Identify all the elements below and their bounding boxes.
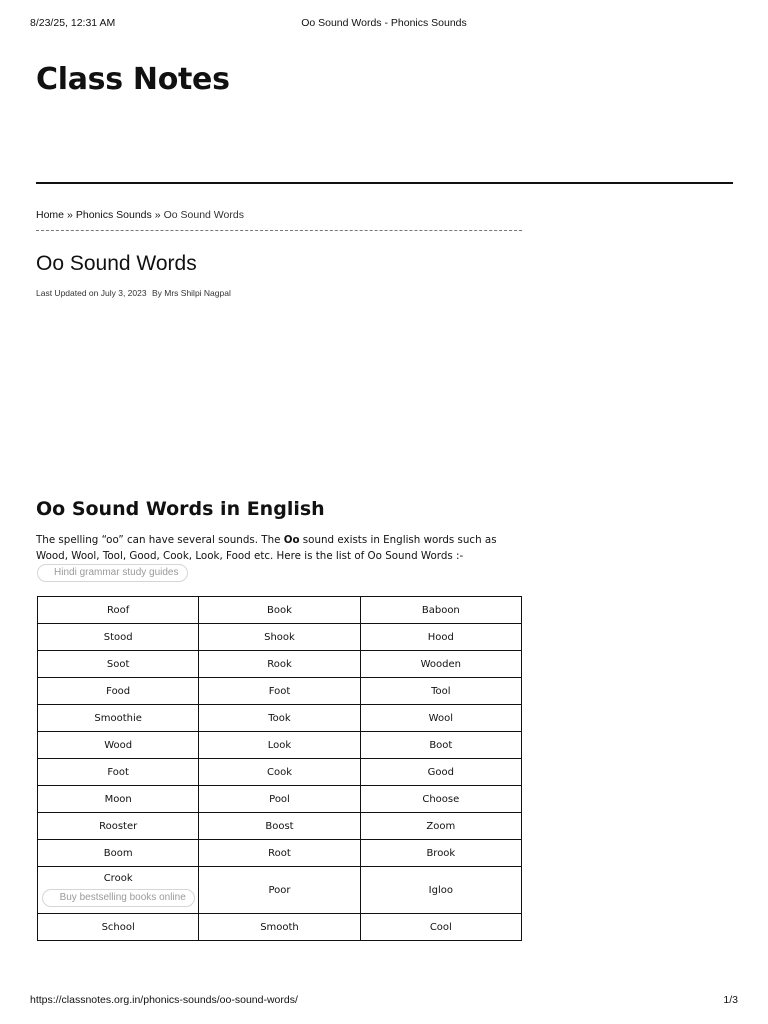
table-cell: [360, 813, 521, 840]
breadcrumb-separator: »: [154, 209, 161, 221]
table-row: [38, 867, 522, 914]
word-text: Good: [427, 766, 454, 778]
table-cell: [199, 786, 360, 813]
intro-text-before: The spelling “oo” can have several sounds. The: [36, 534, 284, 546]
table-row: [38, 914, 522, 941]
table-cell: [38, 678, 199, 705]
cell-stack: [38, 873, 198, 907]
word-text: Smooth: [260, 921, 299, 933]
word-text: Boot: [429, 739, 453, 751]
header-divider: [36, 182, 733, 184]
table-row: [38, 813, 522, 840]
table-cell: [360, 705, 521, 732]
print-date: 8/23/25, 12:31 AM: [30, 17, 116, 29]
table-cell: [360, 678, 521, 705]
word-text: Choose: [422, 793, 460, 805]
oo-words-table: [37, 596, 522, 941]
word-text: Brook: [426, 847, 456, 859]
table-row: [38, 732, 522, 759]
print-doc-title: Oo Sound Words - Phonics Sounds: [301, 17, 467, 29]
table-cell: [199, 867, 360, 914]
word-text: Zoom: [426, 820, 456, 832]
table-cell: [38, 813, 199, 840]
word-text: Rook: [267, 658, 292, 670]
author-link[interactable]: By Mrs Shilpi Nagpal: [151, 288, 231, 298]
section-heading: Oo Sound Words in English: [36, 498, 325, 520]
table-row: [38, 651, 522, 678]
table-cell: [199, 840, 360, 867]
table-cell: [38, 705, 199, 732]
breadcrumb: [36, 209, 522, 231]
word-text: Foot: [268, 685, 291, 697]
table-cell: [360, 651, 521, 678]
table-row: [38, 678, 522, 705]
table-row: [38, 840, 522, 867]
breadcrumb-home-link[interactable]: Home: [36, 209, 65, 221]
word-text: Igloo: [428, 884, 453, 896]
word-text: Moon: [104, 793, 132, 805]
table-cell: [199, 597, 360, 624]
table-cell: [38, 786, 199, 813]
word-text: Root: [268, 847, 291, 859]
word-text: Wood: [104, 739, 133, 751]
word-text: Pool: [269, 793, 290, 805]
print-page-number: 1/3: [723, 994, 738, 1006]
table-row: [38, 786, 522, 813]
print-url: https://classnotes.org.in/phonics-sounds/oo-sound-words/: [30, 994, 298, 1006]
word-text: Crook: [103, 873, 133, 884]
word-text: Rooster: [99, 820, 138, 832]
intro-paragraph: [36, 532, 526, 564]
word-text: Wool: [428, 712, 453, 724]
word-text: Baboon: [421, 604, 460, 616]
word-text: Soot: [106, 658, 130, 670]
table-cell: [38, 651, 199, 678]
word-text: Boom: [103, 847, 133, 859]
word-text: Roof: [107, 604, 130, 616]
word-text: Took: [268, 712, 291, 724]
last-updated: Last Updated on July 3, 2023: [36, 288, 147, 298]
print-footer: [30, 994, 738, 1008]
breadcrumb-current: Oo Sound Words: [163, 209, 244, 221]
table-cell: [360, 786, 521, 813]
word-text: School: [101, 921, 135, 933]
table-cell: [360, 759, 521, 786]
table-cell: [360, 624, 521, 651]
breadcrumb-phonics-link[interactable]: Phonics Sounds: [75, 209, 152, 221]
table-cell: [360, 732, 521, 759]
table-cell: [38, 597, 199, 624]
word-text: Cook: [266, 766, 292, 778]
word-text: Poor: [268, 884, 291, 896]
table-cell: [360, 867, 521, 914]
word-text: Book: [267, 604, 292, 616]
table-cell: [38, 624, 199, 651]
table-row: [38, 624, 522, 651]
intro-bold-term: Oo: [283, 534, 300, 546]
word-text: Shook: [264, 631, 295, 643]
word-text: Boost: [265, 820, 294, 832]
table-row: [38, 759, 522, 786]
table-cell: [199, 624, 360, 651]
table-cell: [360, 914, 521, 941]
article-title: Oo Sound Words: [36, 252, 197, 275]
table-cell: [38, 914, 199, 941]
table-cell: [199, 813, 360, 840]
table-cell: [199, 759, 360, 786]
word-text: Wooden: [420, 658, 462, 670]
table-cell: [199, 678, 360, 705]
intro-text-after: sound exists in English words such as Wood, Wool, Tool, Good, Cook, Look, Food etc. Here is the list of Oo Sound Words :-: [36, 534, 497, 562]
word-text: Look: [267, 739, 292, 751]
word-text: Food: [106, 685, 131, 697]
word-text: Cool: [429, 921, 452, 933]
breadcrumb-separator: »: [67, 209, 73, 221]
word-text: Tool: [431, 685, 451, 697]
table-cell: [199, 732, 360, 759]
article-meta: [36, 288, 231, 298]
table-cell: [199, 651, 360, 678]
table-cell: [360, 840, 521, 867]
table-cell: [38, 867, 199, 914]
word-text: Smoothie: [94, 712, 142, 724]
table-row: [38, 597, 522, 624]
table-cell: [38, 840, 199, 867]
word-text: Hood: [427, 631, 454, 643]
print-header: [30, 17, 738, 31]
table-row: [38, 705, 522, 732]
table-cell: [199, 705, 360, 732]
table-cell: [199, 914, 360, 941]
table-cell: [38, 759, 199, 786]
table-cell: [38, 732, 199, 759]
ad-pill-hindi-grammar[interactable]: Hindi grammar study guides: [37, 564, 188, 582]
table-cell: [360, 597, 521, 624]
word-text: Stood: [103, 631, 133, 643]
word-text: Foot: [107, 766, 129, 778]
site-title[interactable]: Class Notes: [36, 62, 230, 97]
ad-pill-bestselling-books[interactable]: Buy bestselling books online: [42, 889, 195, 907]
